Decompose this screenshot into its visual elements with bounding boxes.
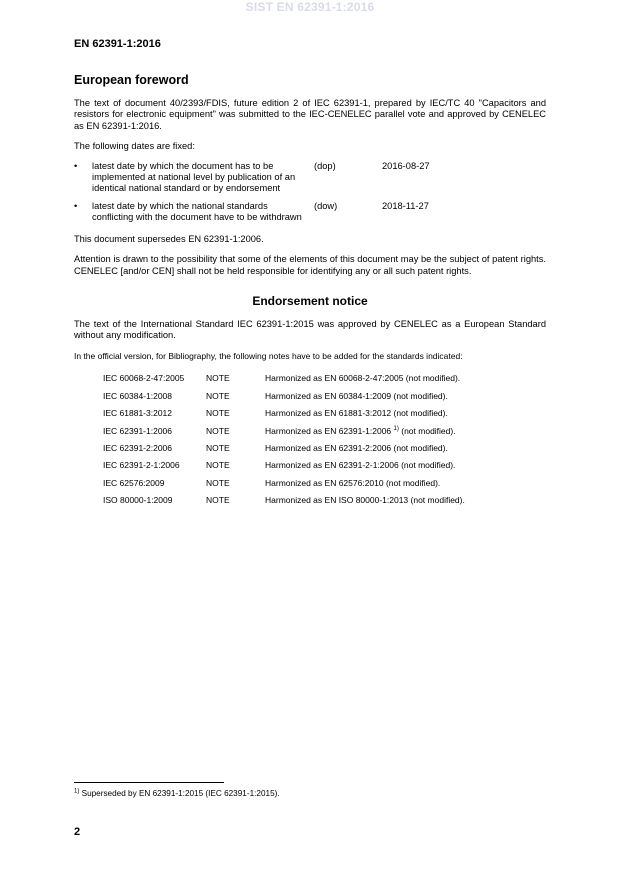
footnote-text: Superseded by EN 62391-1:2015 (IEC 62391-1:2015).: [79, 789, 280, 798]
table-row: [103, 439, 465, 456]
date-row-dow: [74, 201, 546, 223]
note-text: [265, 422, 465, 439]
supersedes-statement: This document supersedes EN 62391-1:2006.: [74, 234, 264, 245]
bullet: •: [74, 201, 78, 212]
page-content: [74, 73, 546, 509]
note-label: NOTE: [206, 442, 230, 453]
document-id: EN 62391-1:2016: [74, 38, 161, 50]
standard-ref: IEC 62391-2:2006: [103, 442, 172, 453]
table-row: [103, 422, 465, 439]
note-label: NOTE: [206, 460, 230, 471]
watermark: SIST EN 62391-1:2016: [245, 0, 375, 14]
standard-ref: IEC 60384-1:2008: [103, 390, 172, 401]
note-label: NOTE: [206, 390, 230, 401]
note-text: Harmonized as EN 62391-2:2006 (not modified).: [265, 442, 448, 453]
table-row: [103, 474, 465, 491]
note-text-main: Harmonized as EN 62391-1:2006: [265, 425, 392, 436]
footnote: [74, 789, 280, 798]
standard-ref: IEC 61881-3:2012: [103, 408, 172, 419]
note-text: Harmonized as EN 62576:2010 (not modified).: [265, 477, 441, 488]
date-abbreviation: (dow): [314, 201, 338, 212]
date-row-dop: [74, 161, 546, 194]
dates-list: [74, 161, 546, 223]
date-abbreviation: (dop): [314, 161, 336, 172]
date-description: latest date by which the document has to be implemented at national level by publication of an identical national standard or by endorsement: [92, 161, 296, 194]
date-value: 2016-08-27: [382, 161, 430, 172]
endorsement-text: The text of the International Standard IEC 62391-1:2015 was approved by CENELEC as a European Standard without any modification.: [74, 319, 546, 341]
note-label: NOTE: [206, 408, 230, 419]
foreword-title: European foreword: [74, 73, 189, 87]
footnote-divider: [74, 782, 224, 783]
footnote-ref: 1): [393, 425, 399, 432]
note-label: NOTE: [206, 495, 230, 506]
note-text: Harmonized as EN 61881-3:2012 (not modified).: [265, 408, 448, 419]
table-row: [103, 457, 465, 474]
standard-ref: IEC 62576:2009: [103, 477, 165, 488]
standard-ref: IEC 60068-2-47:2005: [103, 373, 185, 384]
date-description: latest date by which the national standards conflicting with the document have to be withdrawn: [92, 201, 302, 223]
note-text-tail: (not modified).: [398, 425, 456, 436]
note-label: NOTE: [206, 477, 230, 488]
note-text: Harmonized as EN 60068-2-47:2005 (not modified).: [265, 373, 461, 384]
foreword-intro: The text of document 40/2393/FDIS, future edition 2 of IEC 62391-1, prepared by IEC/TC 40 "Capacitors and resistors for electronic equipment" was submitted to the IEC-CENELEC parallel vote and approved by CENELEC as EN 62391-1:2016.: [74, 98, 546, 131]
note-label: NOTE: [206, 425, 230, 436]
patent-attention: Attention is drawn to the possibility that some of the elements of this document may be the subject of patent rights. CENELEC [and/or CEN] shall not be held responsible for identifying any or all such patent rights.: [74, 254, 546, 276]
bullet: •: [74, 161, 78, 172]
note-text: Harmonized as EN 60384-1:2009 (not modified).: [265, 390, 448, 401]
note-label: NOTE: [206, 373, 230, 384]
table-row: [103, 404, 465, 421]
standard-ref: IEC 62391-1:2006: [103, 425, 172, 436]
standard-ref: IEC 62391-2-1:2006: [103, 460, 180, 471]
footnote-marker: 1): [74, 788, 80, 795]
note-text: Harmonized as EN 62391-2-1:2006 (not modified).: [265, 460, 456, 471]
endorsement-title: Endorsement notice: [252, 294, 368, 309]
table-row: [103, 387, 465, 404]
bibliography-intro: In the official version, for Bibliography, the following notes have to be added for the standards indicated:: [74, 350, 463, 361]
date-value: 2018-11-27: [382, 201, 429, 212]
note-text: Harmonized as EN ISO 80000-1:2013 (not modified).: [265, 495, 465, 506]
standard-ref: ISO 80000-1:2009: [103, 495, 173, 506]
dates-intro: The following dates are fixed:: [74, 140, 195, 151]
page-number: 2: [74, 826, 81, 838]
table-row: [103, 370, 465, 387]
table-row: [103, 491, 465, 508]
bibliography-notes-table: [103, 370, 465, 509]
